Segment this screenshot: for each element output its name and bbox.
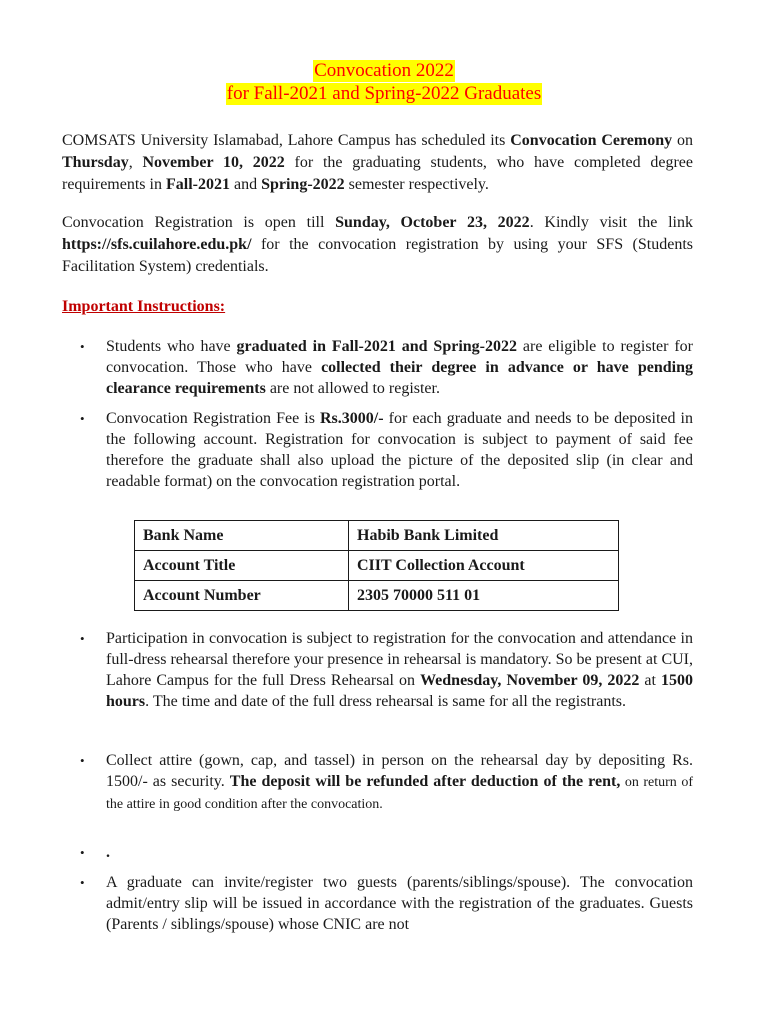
table-row bbox=[135, 581, 619, 611]
list-item: • Participation in convocation is subject to registration for the convocation and attendance in full-dress rehearsal therefore your presence in rehearsal is mandatory. So be present at CUI, Lahore Campus for the full Dress Rehearsal on Wednesday, November 09, 2022 at 1500 hours. The time and date of the full dress rehearsal is same for all the registrants. bbox=[80, 630, 693, 710]
registration-link[interactable]: https://sfs.cuilahore.edu.pk/ bbox=[62, 236, 252, 253]
bullet-icon: • bbox=[80, 411, 85, 426]
table-row bbox=[135, 521, 619, 551]
bullet-icon: • bbox=[80, 631, 85, 646]
list-item: • Students who have graduated in Fall-2021 and Spring-2022 are eligible to register for convocation. Those who have collected their degree in advance or have pending clearance requirements are not allowed to register. bbox=[80, 338, 694, 397]
title-line-1: Convocation 2022 bbox=[314, 60, 454, 81]
table-cell: CIIT Collection Account bbox=[349, 551, 619, 581]
bullet-icon: • bbox=[80, 845, 85, 860]
title-block bbox=[0, 60, 768, 106]
registration-paragraph: Convocation Registration is open till Sunday, October 23, 2022. Kindly visit the link https://sfs.cuilahore.edu.pk/ for the convocation registration by using your SFS (Students Facilitation System) credentials. bbox=[62, 214, 694, 275]
important-instructions-heading: Important Instructions: bbox=[62, 298, 226, 315]
table-cell: 2305 70000 511 01 bbox=[349, 581, 619, 611]
bullet-icon: • bbox=[80, 339, 85, 354]
bullet-icon: • bbox=[80, 753, 85, 768]
table-cell: Bank Name bbox=[135, 521, 349, 551]
bank-details-table bbox=[134, 520, 619, 611]
intro-paragraph: COMSATS University Islamabad, Lahore Campus has scheduled its Convocation Ceremony on Thursday, November 10, 2022 for the graduating students, who have completed degree requirements in Fall-2021 and Spring-2022 semester respectively. bbox=[62, 132, 694, 193]
list-item: • . bbox=[80, 844, 110, 861]
table-row bbox=[135, 551, 619, 581]
title-line-2: for Fall-2021 and Spring-2022 Graduates bbox=[226, 83, 542, 104]
table-cell: Habib Bank Limited bbox=[349, 521, 619, 551]
table-cell: Account Number bbox=[135, 581, 349, 611]
list-item: • A graduate can invite/register two guests (parents/siblings/spouse). The convocation admit/entry slip will be issued in accordance with the registration of the graduates. Guests (Parents / siblings/spouse) whose CNIC are not bbox=[80, 874, 693, 933]
list-item: • Convocation Registration Fee is Rs.3000/- for each graduate and needs to be deposited in the following account. Registration for convocation is subject to payment of said fee therefore the graduate shall also upload the picture of the deposited slip (in clear and readable format) on the convocation registration portal. bbox=[80, 410, 693, 490]
table-cell: Account Title bbox=[135, 551, 349, 581]
list-item: • Collect attire (gown, cap, and tassel) in person on the rehearsal day by depositing Rs. 1500/- as security. The deposit will be refunded after deduction of the rent, on return of the attire in good condition after the convocation. bbox=[80, 752, 693, 812]
bullet-icon: • bbox=[80, 875, 85, 890]
